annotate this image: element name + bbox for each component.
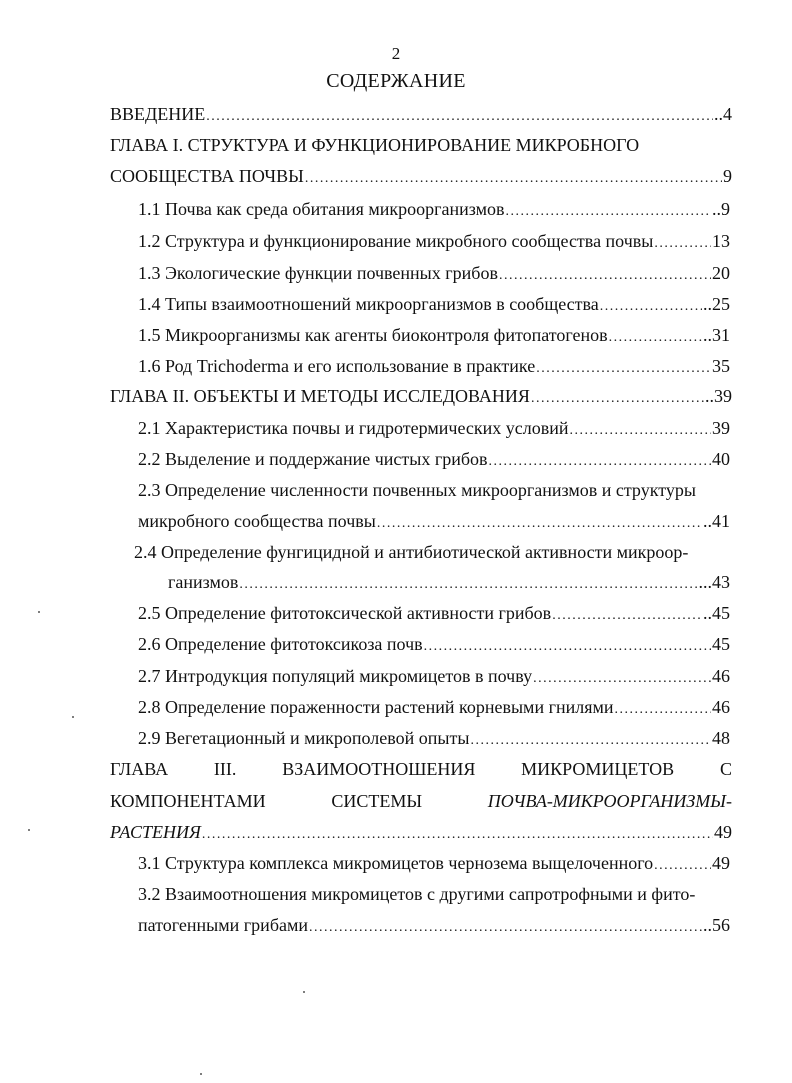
toc-entry-title: 1.4 Типы взаимоотношений микроорганизмов в сообщества	[138, 294, 599, 314]
toc-entry-page: ..45	[703, 603, 730, 623]
word: МИКРОМИЦЕТОВ	[521, 759, 675, 779]
toc-chapter-1-title[interactable]: ГЛАВА I. СТРУКТУРА И ФУНКЦИОНИРОВАНИЕ МИКРОБНОГО	[110, 135, 640, 155]
toc-entry-page: ..39	[705, 386, 732, 406]
toc-entry-2-7[interactable]	[138, 664, 730, 691]
toc-entry-title: СООБЩЕСТВА ПОЧВЫ	[110, 166, 304, 186]
toc-entry-title: 1.3 Экологические функции почвенных грибов	[138, 263, 498, 283]
toc-entry-title: 2.6 Определение фитотоксикоза почв	[138, 634, 423, 654]
toc-entry-page: 49	[714, 822, 732, 842]
toc-entry-title: ГЛАВА II. ОБЪЕКТЫ И МЕТОДЫ ИССЛЕДОВАНИЯ	[110, 386, 530, 406]
word: С	[719, 759, 732, 779]
toc-leader-dots	[206, 105, 713, 129]
toc-entry-page: 46	[712, 666, 730, 686]
toc-entry-3-2-title[interactable]: 3.2 Взаимоотношения микромицетов с другими сапротрофными и фито-	[138, 884, 696, 904]
toc-leader-dots	[470, 729, 711, 753]
toc-entry-page: 40	[712, 449, 730, 469]
toc-chapter-3-title-line1[interactable]	[110, 757, 732, 781]
toc-entry-title-continued: микробного сообщества почвы	[138, 511, 376, 531]
toc-entry-title: 1.1 Почва как среда обитания микроорганизмов	[138, 199, 505, 219]
word-italic: ПОЧВА-МИКРООРГАНИЗМЫ-	[487, 791, 732, 811]
toc-entry-intro[interactable]	[110, 102, 732, 129]
word: ГЛАВА	[110, 759, 169, 779]
toc-leader-dots	[570, 419, 711, 443]
toc-leader-dots	[377, 512, 702, 536]
toc-leader-dots	[533, 667, 711, 691]
toc-leader-dots	[202, 823, 713, 847]
toc-leader-dots	[654, 232, 711, 256]
toc-entry-2-1[interactable]	[138, 416, 730, 443]
toc-entry-1-4[interactable]	[138, 292, 730, 319]
toc-entry-page: 20	[712, 263, 730, 283]
toc-chapter-3-title-line2[interactable]	[110, 789, 732, 813]
scan-speck	[38, 611, 40, 613]
toc-entry-title: 2.8 Определение пораженности растений корневыми гнилями	[138, 697, 614, 717]
scan-speck	[303, 991, 305, 993]
word: КОМПОНЕНТАМИ	[110, 791, 266, 811]
toc-entry-chapter-2[interactable]	[110, 384, 732, 411]
toc-entry-chapter-3[interactable]	[110, 820, 732, 847]
word: III.	[213, 759, 237, 779]
scan-speck	[28, 829, 30, 831]
toc-entry-title: 2.9 Вегетационный и микрополевой опыты	[138, 728, 470, 748]
toc-entry-title-continued: ганизмов	[168, 572, 239, 592]
toc-leader-dots	[600, 295, 702, 319]
toc-entry-page: ...43	[698, 572, 730, 592]
toc-leader-dots	[309, 916, 702, 940]
toc-entry-page: 35	[712, 356, 730, 376]
toc-entry-2-5[interactable]	[138, 601, 730, 628]
toc-entry-title: 1.5 Микроорганизмы как агенты биоконтроля фитопатогенов	[138, 325, 608, 345]
toc-entry-title: ВВЕДЕНИЕ	[110, 104, 206, 124]
word: ВЗАИМООТНОШЕНИЯ	[282, 759, 476, 779]
toc-leader-dots	[536, 357, 711, 381]
toc-entry-page: ..31	[703, 325, 730, 345]
toc-entry-2-3-title[interactable]: 2.3 Определение численности почвенных микроорганизмов и структуры	[138, 480, 696, 500]
toc-entry-page: ..25	[703, 294, 730, 314]
toc-entry-2-4[interactable]	[168, 570, 730, 597]
toc-leader-dots	[654, 854, 711, 878]
toc-entry-title: 1.2 Структура и функционирование микробного сообщества почвы	[138, 231, 654, 251]
toc-entry-2-3[interactable]	[138, 509, 730, 536]
toc-entry-1-6[interactable]	[138, 354, 730, 381]
toc-entry-title: 1.6 Род Trichoderma и его использование в практике	[138, 356, 536, 376]
toc-entry-3-2[interactable]	[138, 913, 730, 940]
toc-entry-2-8[interactable]	[138, 695, 730, 722]
toc-entry-title: 3.1 Структура комплекса микромицетов чернозема выщелоченного	[138, 853, 654, 873]
toc-entry-page: ..41	[703, 511, 730, 531]
toc-entry-title-continued: патогенными грибами	[138, 915, 308, 935]
toc-entry-page: 13	[712, 231, 730, 251]
toc-leader-dots	[499, 264, 711, 288]
toc-entry-title: 2.5 Определение фитотоксической активности грибов	[138, 603, 552, 623]
toc-leader-dots	[615, 698, 711, 722]
scan-speck	[72, 716, 74, 718]
toc-entry-page: 48	[712, 728, 730, 748]
toc-entry-chapter-1[interactable]	[110, 164, 732, 191]
toc-entry-page: ..56	[703, 915, 730, 935]
toc-entry-title: 2.1 Характеристика почвы и гидротермических условий	[138, 418, 569, 438]
toc-entry-page: ..9	[712, 199, 730, 219]
toc-entry-2-9[interactable]	[138, 726, 730, 753]
toc-entry-1-3[interactable]	[138, 261, 730, 288]
toc-entry-page: 45	[712, 634, 730, 654]
toc-entry-page: ..4	[714, 104, 732, 124]
toc-entry-2-2[interactable]	[138, 447, 730, 474]
toc-entry-page: 9	[723, 166, 732, 186]
toc-entry-2-6[interactable]	[138, 632, 730, 659]
toc-entry-page: 49	[712, 853, 730, 873]
page-title: СОДЕРЖАНИЕ	[326, 70, 466, 92]
toc-entry-title: 2.7 Интродукция популяций микромицетов в почву	[138, 666, 533, 686]
toc-leader-dots	[506, 200, 712, 224]
word: СИСТЕМЫ	[331, 791, 423, 811]
toc-leader-dots	[609, 326, 702, 350]
toc-entry-1-5[interactable]	[138, 323, 730, 350]
page-number: 2	[391, 44, 401, 63]
scan-speck	[200, 1073, 202, 1075]
toc-entry-1-2[interactable]	[138, 229, 730, 256]
toc-entry-2-4-title[interactable]: 2.4 Определение фунгицидной и антибиотической активности микроор-	[134, 542, 689, 562]
toc-leader-dots	[305, 167, 722, 191]
toc-leader-dots	[531, 387, 704, 411]
toc-entry-1-1[interactable]	[138, 197, 730, 224]
toc-leader-dots	[424, 635, 711, 659]
toc-leader-dots	[239, 573, 697, 597]
toc-entry-title-continued: РАСТЕНИЯ	[110, 822, 201, 842]
toc-entry-title: 2.2 Выделение и поддержание чистых грибов	[138, 449, 488, 469]
toc-leader-dots	[489, 450, 711, 474]
toc-leader-dots	[552, 604, 702, 628]
toc-entry-3-1[interactable]	[138, 851, 730, 878]
toc-entry-page: 39	[712, 418, 730, 438]
toc-entry-page: 46	[712, 697, 730, 717]
